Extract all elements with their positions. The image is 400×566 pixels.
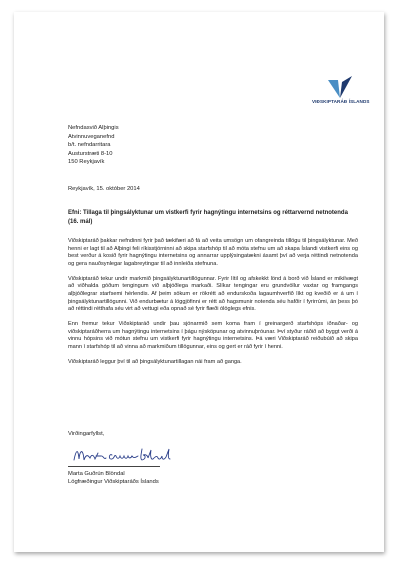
recipient-address (68, 124, 119, 167)
logo (312, 76, 368, 104)
signer-block (68, 470, 159, 486)
letter-body (68, 238, 358, 373)
body-paragraph: Viðskiptaráð leggur því til að þingsályktunartillagan nái fram að ganga. (68, 358, 242, 365)
address-line: Austurstræti 8-10 (68, 150, 113, 157)
body-paragraph: Viðskiptaráð tekur undir markmið þingsályktunartillögunnar. Fyrir lítil og afskekkt lönd á borð við Ísland er mikilvægt að viðhalda góðum tengingum við alþjóðlega markaði. Slíkar tengingar eru grundvöllur vaxtar og framgangs alþjóðlegrar starfsemi hérlendis. Af þeim sökum er rökrétt að endurskoða lagaumhverfið líkt og kveðið er á um í þingsályktunartillögunni. Við endurbætur á löggjöfinni er rétt að hagsmunir notenda séu hafðir í fyrirrúmi, án þess þó að réttindi rétthafa séu virt að vettugi eða opnað sé fyrir flæði ólöglegs efnis. (68, 275, 358, 313)
letter-page (14, 12, 384, 552)
letter-subject: Efni: Tillaga til þingsályktunar um vistkerfi fyrir hagnýtingu internetsins og réttarvernd netnotenda (16. mál) (68, 210, 348, 225)
letter-date: Reykjavík, 15. október 2014 (68, 186, 140, 192)
signer-name: Marta Guðrún Blöndal (68, 471, 125, 477)
logo-text: VIÐSKIPTARÁÐ ÍSLANDS (312, 99, 370, 104)
body-paragraph: Enn fremur tekur Viðskiptaráð undir þau sjónarmið sem koma fram í greinargerð starfshóps iðnaðar- og viðskiptaráðherra um hagnýtingu internetsins í þágu nýsköpunar og atvinnuþróunar. Því styður ráðið að byggt verði á vinnu hópsins við mótun stefnu um vistkerfi fyrir hagnýtingu internetsins. Þá væri Viðskiptaráð reiðubúið að skipa mann í starfshóp til að vinna að markmiðum tillögunnar, eins og gert er ráð fyrir í henni. (68, 320, 358, 350)
body-paragraph: Viðskiptaráð þakkar nefndinni fyrir það tækifæri að fá að veita umsögn um ofangreinda tillögu til þingsályktunar. Með henni er lagt til að Alþingi feli ríkisstjórninni að skipa starfshóp til að móta stefnu um að skapa Íslandi vistkerfi eins og best verður á kosið fyrir hagnýtingu internetsins og annarrar upplýsingatækni ásamt því að verja réttindi netnotenda og gera nauðsynlegar lagabreytingar til að innleiða stefnuna. (68, 238, 358, 267)
address-line: Atvinnuveganefnd (68, 133, 115, 140)
signer-title: Lögfræðingur Viðskiptaráðs Íslands (68, 479, 159, 485)
closing: Virðingarfyllst, (68, 431, 105, 437)
address-line: b/t. nefndarritara (68, 142, 111, 149)
logo-icon (326, 76, 354, 98)
address-line: Nefndasvið Alþingis (68, 125, 119, 131)
handwritten-signature (72, 444, 172, 466)
address-line: 150 Reykjavík (68, 159, 105, 166)
signature-line (68, 466, 160, 467)
